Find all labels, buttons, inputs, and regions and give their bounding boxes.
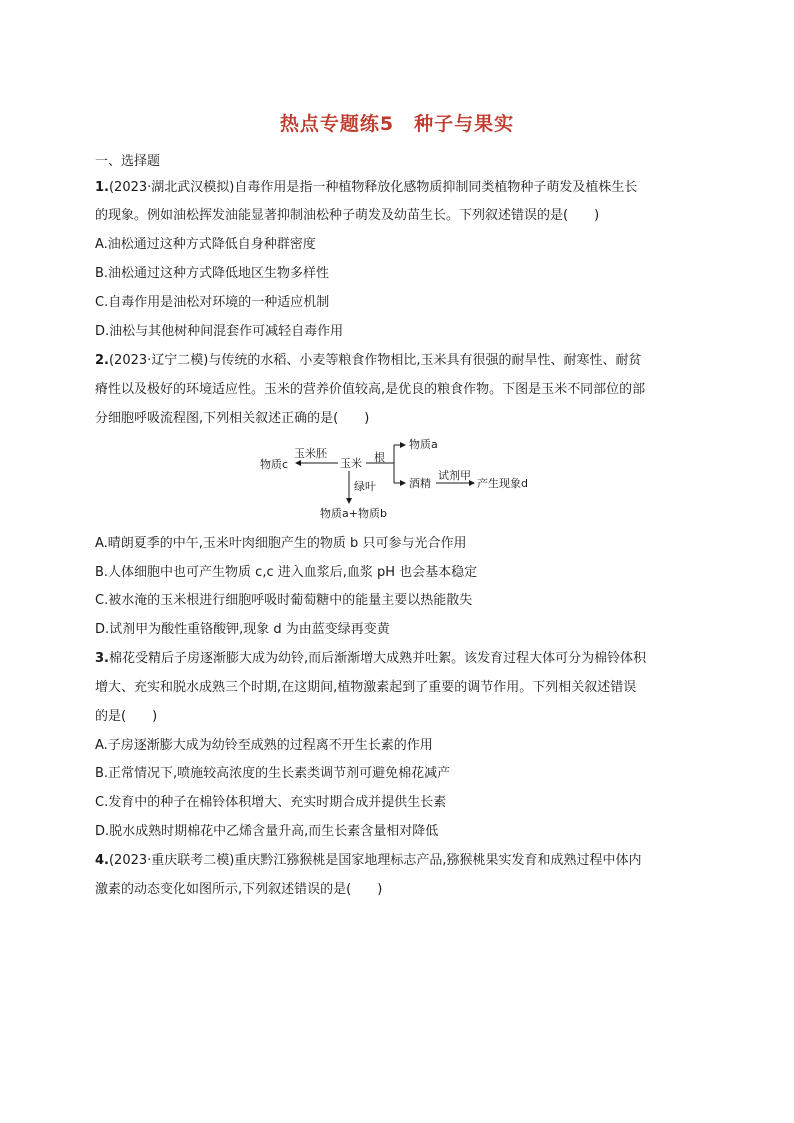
q4-line-2: 激素的动态变化如图所示,下列叙述错误的是( ) <box>95 882 383 897</box>
q1-option-a: A.油松通过这种方式降低自身种群密度 <box>95 237 316 252</box>
q3-number: 3. <box>95 651 109 666</box>
cell-respiration-diagram <box>250 433 550 525</box>
q2-option-a: A.晴朗夏季的中午,玉米叶肉细胞产生的物质 b 只可参与光合作用 <box>95 536 467 551</box>
q4-number: 4. <box>95 853 109 868</box>
node-result: 产生现象d <box>477 477 528 490</box>
q4-line-1: 4.(2023·重庆联考二模)重庆黔江猕猴桃是国家地理标志产品,猕猴桃果实发育和成熟过程中体内 <box>95 853 642 868</box>
q2-line-3: 分细胞呼吸流程图,下列相关叙述正确的是( ) <box>95 411 370 426</box>
q3-option-d: D.脱水成熟时期棉花中乙烯含量升高,而生长素含量相对降低 <box>95 824 439 839</box>
q2-option-b: B.人体细胞中也可产生物质 c,c 进入血浆后,血浆 pH 也会基本稳定 <box>95 565 478 580</box>
q1-option-c: C.自毒作用是油松对环境的一种适应机制 <box>95 295 330 310</box>
q3-line-2: 增大、充实和脱水成熟三个时期,在这期间,植物激素起到了重要的调节作用。下列相关叙述错误 <box>95 680 637 695</box>
q1-option-b: B.油松通过这种方式降低地区生物多样性 <box>95 266 330 281</box>
label-green-leaf: 绿叶 <box>354 480 376 493</box>
q1-option-d: D.油松与其他树种间混套作可减轻自毒作用 <box>95 324 344 339</box>
label-root: 根 <box>374 451 385 464</box>
q3-option-a: A.子房逐渐膨大成为幼铃至成熟的过程离不开生长素的作用 <box>95 738 433 753</box>
q2-line-2: 瘠性以及极好的环境适应性。玉米的营养价值较高,是优良的粮食作物。下图是玉米不同部位的部 <box>95 382 646 397</box>
q1-number: 1. <box>95 180 109 195</box>
node-substance-c: 物质c <box>260 458 289 471</box>
q2-line-1: 2.(2023·辽宁二模)与传统的水稻、小麦等粮食作物相比,玉米具有很强的耐旱性、耐寒性、耐贫 <box>95 353 642 368</box>
q2-option-c: C.被水淹的玉米根进行细胞呼吸时葡萄糖中的能量主要以热能散失 <box>95 593 473 608</box>
q3-option-c: C.发育中的种子在棉铃体积增大、充实时期合成并提供生长素 <box>95 795 447 810</box>
page-title: 热点专题练5 种子与果实 <box>279 113 515 135</box>
q3-line-3: 的是( ) <box>95 709 158 724</box>
node-a-plus-b: 物质a+物质b <box>320 507 387 520</box>
node-substance-a: 物质a <box>409 438 438 451</box>
label-embryo: 玉米胚 <box>294 447 327 460</box>
q2-number: 2. <box>95 353 109 368</box>
node-alcohol: 酒精 <box>409 477 431 490</box>
q2-option-d: D.试剂甲为酸性重铬酸钾,现象 d 为由蓝变绿再变黄 <box>95 622 390 637</box>
label-reagent: 试剂甲 <box>438 469 471 482</box>
section-heading: 一、选择题 <box>95 154 161 169</box>
node-corn: 玉米 <box>340 457 362 470</box>
q1-line-2: 的现象。例如油松挥发油能显著抑制油松种子萌发及幼苗生长。下列叙述错误的是( ) <box>95 208 600 223</box>
q3-option-b: B.正常情况下,喷施较高浓度的生长素类调节剂可避免棉花减产 <box>95 766 451 781</box>
q3-line-1: 3.棉花受精后子房逐渐膨大成为幼铃,而后渐渐增大成熟并吐絮。该发育过程大体可分为棉铃体积 <box>95 651 647 666</box>
q1-line-1: 1.(2023·湖北武汉模拟)自毒作用是指一种植物释放化感物质抑制同类植物种子萌发及植株生长 <box>95 180 638 195</box>
